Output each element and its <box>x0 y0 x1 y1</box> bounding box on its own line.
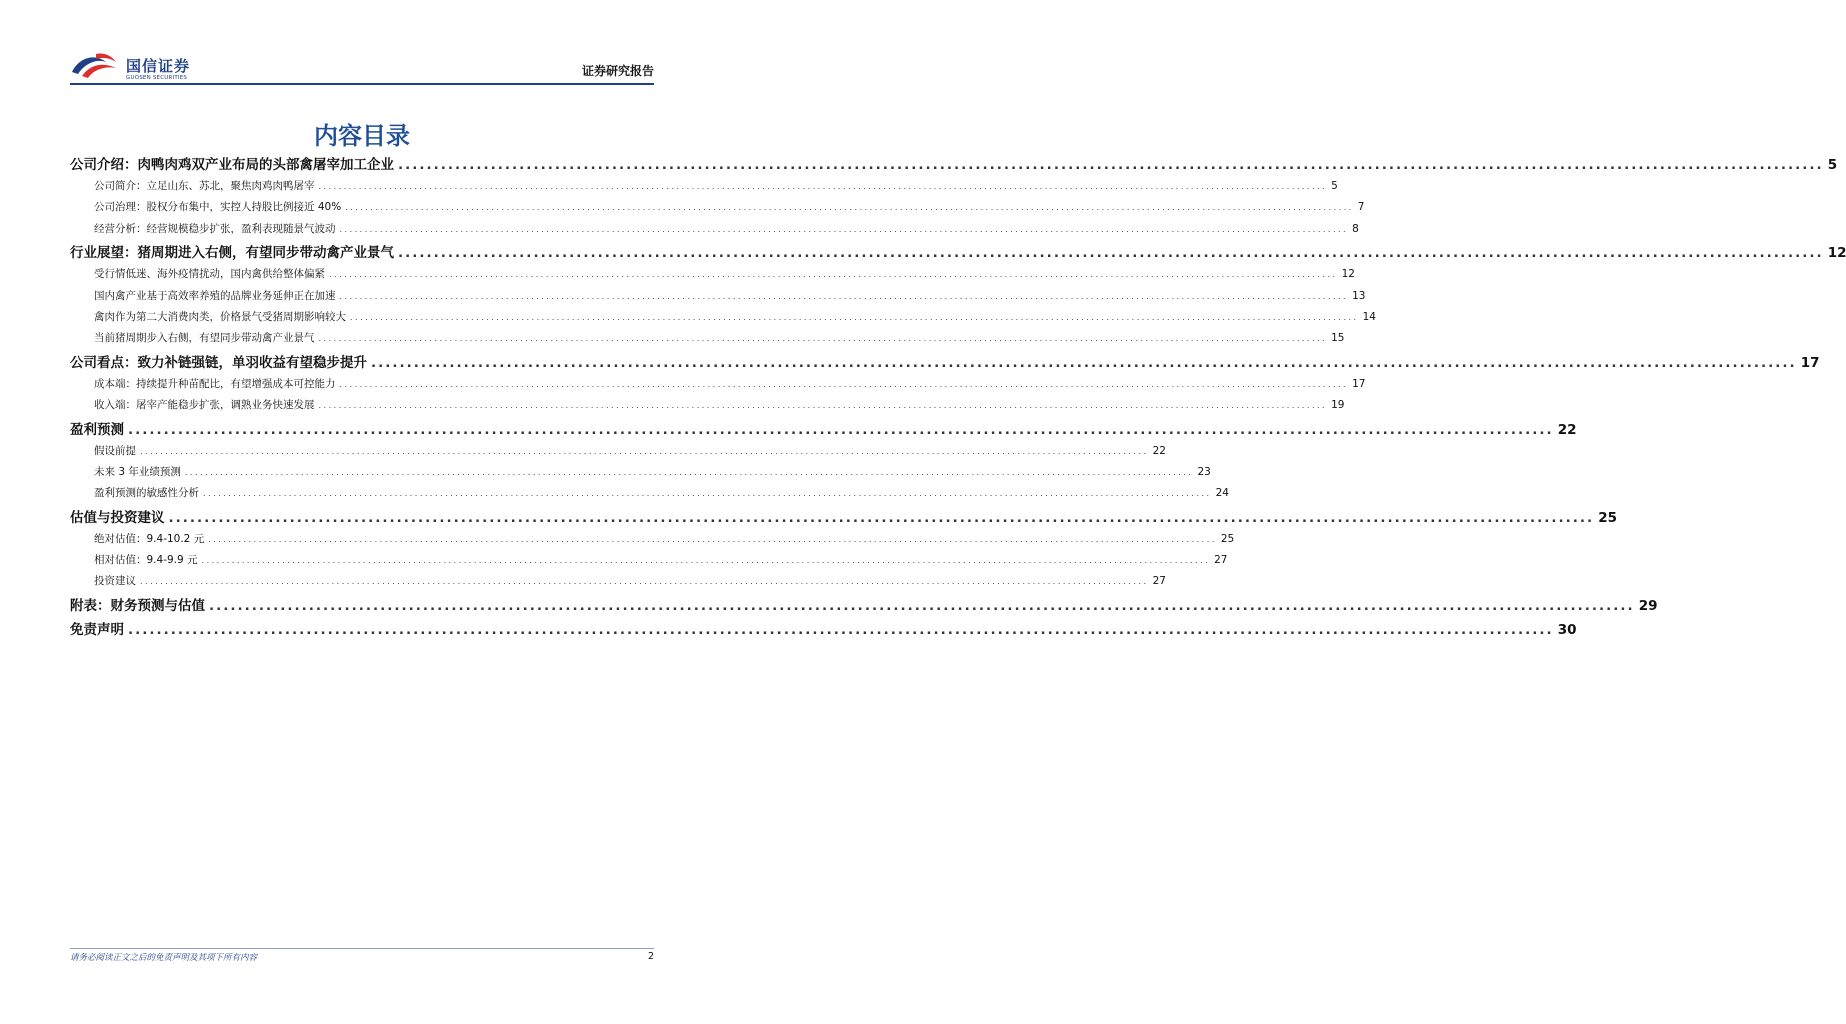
toc-dot-leader: ........................................................................................................................................................................................................ <box>128 421 1554 438</box>
toc-dot-leader: ........................................................................................................................................................................................................ <box>329 270 1338 280</box>
toc-entry-title: 假设前提 <box>94 444 136 457</box>
toc-dot-leader: ........................................................................................................................................................................................................ <box>350 312 1359 322</box>
toc-subsection-entry[interactable] <box>70 219 1359 240</box>
toc-dot-leader: ........................................................................................................................................................................................................ <box>128 621 1554 638</box>
toc-dot-leader: ........................................................................................................................................................................................................ <box>318 401 1328 411</box>
footer-divider <box>70 948 654 949</box>
toc-dot-leader: ........................................................................................................................................................................................................ <box>184 467 1194 477</box>
toc-entry-title: 公司简介：立足山东、苏北，聚焦肉鸡肉鸭屠宰 <box>94 179 315 192</box>
toc-entry-page: 19 <box>1331 399 1345 412</box>
toc-entry-title: 行业展望：猪周期进入右侧，有望同步带动禽产业景气 <box>70 245 394 262</box>
toc-entry-page: 14 <box>1362 310 1376 323</box>
toc-subsection-entry[interactable] <box>70 374 1366 395</box>
toc-dot-leader: ........................................................................................................................................................................................................ <box>339 379 1349 389</box>
toc-subsection-entry[interactable] <box>70 307 1376 328</box>
toc-section-entry[interactable] <box>70 595 1658 617</box>
toc-entry-title: 盈利预测 <box>70 421 124 438</box>
toc-entry-page: 22 <box>1152 444 1166 457</box>
toc-dot-leader: ........................................................................................................................................................................................................ <box>318 334 1328 344</box>
toc-section-entry[interactable] <box>70 352 1820 374</box>
toc-entry-title: 受行情低迷、海外疫情扰动，国内禽供给整体偏紧 <box>94 268 325 281</box>
toc-entry-title: 禽肉作为第二大消费肉类，价格景气受猪周期影响较大 <box>94 310 346 323</box>
toc-subsection-entry[interactable] <box>70 529 1235 550</box>
toc-dot-leader: ........................................................................................................................................................................................................ <box>339 291 1349 301</box>
toc-entry-title: 投资建议 <box>94 575 136 588</box>
toc-dot-leader: ........................................................................................................................................................................................................ <box>339 224 1349 234</box>
toc-dot-leader: ........................................................................................................................................................................................................ <box>371 354 1797 371</box>
toc-entry-page: 29 <box>1638 597 1658 614</box>
toc-entry-page: 25 <box>1220 532 1235 545</box>
toc-section-entry[interactable] <box>70 507 1617 529</box>
toc-section-entry[interactable] <box>70 154 1838 176</box>
guosen-logo <box>70 50 200 82</box>
toc-entry-page: 8 <box>1352 222 1359 235</box>
toc-dot-leader: ........................................................................................................................................................................................................ <box>209 597 1635 614</box>
toc-dot-leader: ........................................................................................................................................................................................................ <box>201 556 1211 566</box>
toc-entry-page: 30 <box>1557 621 1577 638</box>
header-divider <box>70 83 654 85</box>
guosen-logo-icon <box>70 50 122 82</box>
logo-english-name: GUOSEN SECURITIES <box>126 75 188 81</box>
toc-section-entry[interactable] <box>70 242 1846 264</box>
toc-entry-title: 成本端：持续提升种苗配比，有望增强成本可控能力 <box>94 377 336 390</box>
toc-entry-page: 24 <box>1215 487 1229 500</box>
toc-dot-leader: ........................................................................................................................................................................................................ <box>208 534 1217 544</box>
toc-section-entry[interactable] <box>70 419 1577 441</box>
toc-dot-leader: ........................................................................................................................................................................................................ <box>318 181 1328 191</box>
toc-subsection-entry[interactable] <box>70 286 1366 307</box>
toc-entry-title: 公司介绍：肉鸭肉鸡双产业布局的头部禽屠宰加工企业 <box>70 157 394 173</box>
toc-entry-title: 估值与投资建议 <box>70 509 165 526</box>
toc-entry-title: 绝对估值：9.4-10.2 元 <box>94 532 205 545</box>
toc-dot-leader: ........................................................................................................................................................................................................ <box>203 489 1212 499</box>
toc-entry-title: 盈利预测的敏感性分析 <box>94 487 199 500</box>
toc-entry-title: 公司看点：致力补链强链，单羽收益有望稳步提升 <box>70 354 367 371</box>
toc-subsection-entry[interactable] <box>70 395 1345 416</box>
toc-entry-page: 13 <box>1352 289 1366 302</box>
toc-subsection-entry[interactable] <box>70 328 1345 349</box>
toc-dot-leader: ........................................................................................................................................................................................................ <box>345 203 1354 213</box>
toc-entry-page: 7 <box>1357 201 1365 214</box>
page-number: 2 <box>647 951 654 962</box>
toc-entry-title: 当前猪周期步入右侧，有望同步带动禽产业景气 <box>94 332 315 345</box>
toc-subsection-entry[interactable] <box>70 441 1166 462</box>
toc-entry-title: 公司治理：股权分布集中，实控人持股比例接近 40% <box>94 201 342 214</box>
toc-subsection-entry[interactable] <box>70 197 1365 218</box>
toc-entry-page: 17 <box>1352 377 1366 390</box>
toc-entry-page: 22 <box>1557 421 1577 438</box>
toc-subsection-entry[interactable] <box>70 550 1228 571</box>
toc-entry-title: 附表：财务预测与估值 <box>70 597 205 614</box>
footer-disclaimer-note: 请务必阅读正文之后的免责声明及其项下所有内容 <box>70 953 258 963</box>
page-header <box>70 46 654 86</box>
toc-entry-page: 17 <box>1800 354 1820 371</box>
toc-entry-page: 27 <box>1152 575 1166 588</box>
toc-subsection-entry[interactable] <box>70 571 1166 592</box>
toc-subsection-entry[interactable] <box>70 483 1229 504</box>
toc-entry-title: 未来 3 年业绩预测 <box>94 465 181 478</box>
toc-entry-page: 12 <box>1827 245 1846 262</box>
toc-entry-page: 5 <box>1331 179 1338 192</box>
toc-subsection-entry[interactable] <box>70 176 1338 197</box>
toc-entry-page: 12 <box>1341 268 1355 281</box>
toc-dot-leader: ........................................................................................................................................................................................................ <box>168 509 1595 526</box>
toc-entry-title: 免责声明 <box>70 621 124 638</box>
logo-chinese-name: 国信证券 <box>126 57 191 75</box>
toc-entry-page: 25 <box>1598 509 1617 526</box>
toc-dot-leader: ........................................................................................................................................................................................................ <box>398 245 1824 262</box>
toc-entry-title: 相对估值：9.4-9.9 元 <box>94 554 198 567</box>
toc-dot-leader: ........................................................................................................................................................................................................ <box>140 446 1149 456</box>
toc-dot-leader: ........................................................................................................................................................................................................ <box>140 577 1149 587</box>
toc-entry-page: 5 <box>1827 157 1838 173</box>
toc-section-entry[interactable] <box>70 619 1577 641</box>
toc-entry-title: 国内禽产业基于高效率养殖的品牌业务延伸正在加速 <box>94 289 336 302</box>
toc-entry-page: 27 <box>1214 554 1228 567</box>
toc-subsection-entry[interactable] <box>70 462 1211 483</box>
toc-dot-leader: ........................................................................................................................................................................................................ <box>398 157 1824 173</box>
report-type-label: 证券研究报告 <box>581 64 654 78</box>
toc-entry-page: 15 <box>1331 332 1345 345</box>
table-of-contents <box>70 152 1846 641</box>
toc-subsection-entry[interactable] <box>70 264 1355 285</box>
toc-title: 内容目录 <box>314 122 410 150</box>
toc-entry-title: 经营分析：经营规模稳步扩张，盈利表现随景气波动 <box>94 222 336 235</box>
toc-entry-page: 23 <box>1197 465 1211 478</box>
toc-entry-title: 收入端：屠宰产能稳步扩张，调熟业务快速发展 <box>94 399 315 412</box>
